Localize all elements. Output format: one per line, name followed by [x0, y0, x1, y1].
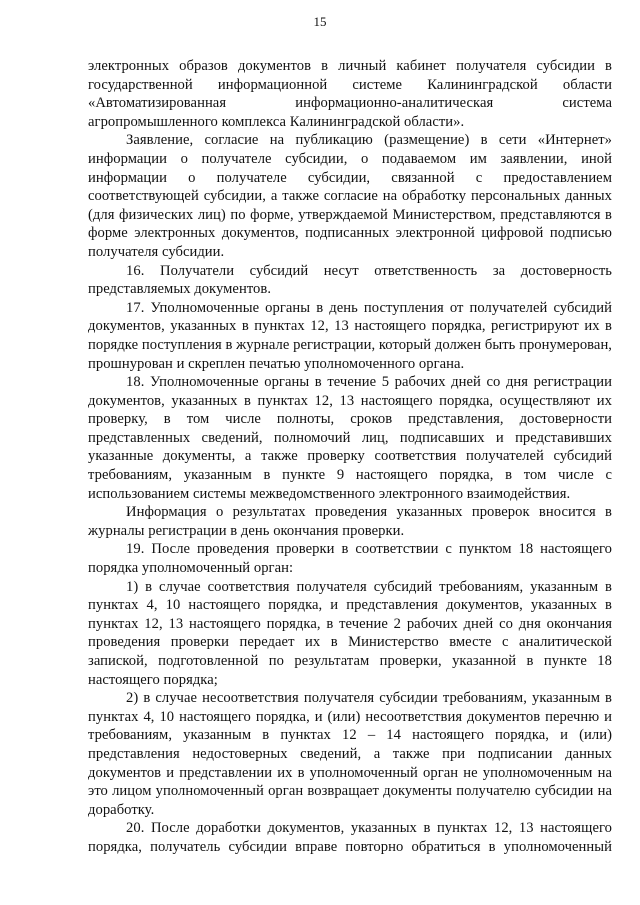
paragraph-item-19-sub-2: 2) в случае несоответствия получателя субсидии требованиям, указанным в пунктах 4, 10 настоящего порядка, и (или) несоответствия документов перечню и требованиям, указанным в пунктах 12 – 14 настоящего порядка, и (или) представления недостоверных сведений, а также при подписании данных документов и представлении их в уполномоченный орган не уполномоченным на это лицом уполномоченный орган возвращает документы получателю субсидии на доработку.: [88, 690, 612, 818]
paragraph-item-19-sub-1: 1) в случае соответствия получателя субсидий требованиям, указанным в пунктах 4, 10 настоящего порядка, и представления документов, указанных в пунктах 12, 13 настоящего порядка, в течение 2 рабочих дней со дня окончания проведения проверки передает их в Министерство вместе с аналитической запиской, подготовленной по результатам проверки, указанной в пункте 18 настоящего порядка;: [88, 578, 612, 688]
paragraph-item-16: 16. Получатели субсидий несут ответственность за достоверность представляемых документов.: [88, 262, 612, 298]
paragraph-application-consent: Заявление, согласие на публикацию (размещение) в сети «Интернет» информации о получателе субсидии, о подаваемом им заявлении, иной информации о получателе субсидии, связанной с предоставлением соответствующей субсидии, а также согласие на обработку персональных данных (для физических лиц) по форме, утверждаемой Министерством, представляются в форме электронных документов, подписанных электронной цифровой подписью получателя субсидии.: [88, 132, 612, 260]
paragraph-item-18: 18. Уполномоченные органы в течение 5 рабочих дней со дня регистрации документов, указанных в пунктах 12, 13 настоящего порядка, осуществляют их проверку, в том числе полноты, сроков представления, достоверности представленных сведений, полномочий лиц, подписавших и представивших указанные документы, а также проверку соответствия получателей субсидий требованиям, указанным в пункте 9 настоящего порядка, в том числе с использованием системы межведомственного электронного взаимодействия.: [88, 374, 612, 502]
paragraph-continuation: электронных образов документов в личный кабинет получателя субсидии в государственной информационной системе Калининградской области «Автоматизированная информационно-аналитическая система агропромышленного комплекса Калининградской области».: [88, 58, 612, 130]
document-body: [88, 57, 612, 857]
paragraph-item-17: 17. Уполномоченные органы в день поступления от получателей субсидий документов, указанных в пунктах 12, 13 настоящего порядка, регистрируют их в порядке поступления в журнале регистрации, который должен быть пронумерован, прошнурован и скреплен печатью уполномоченного органа.: [88, 299, 612, 372]
page-number: 15: [313, 14, 327, 29]
paragraph-item-20: 20. После доработки документов, указанных в пунктах 12, 13 настоящего порядка, получатель субсидии вправе повторно обратиться в уполномоченный: [88, 820, 612, 855]
paragraph-item-19: 19. После проведения проверки в соответствии с пунктом 18 настоящего порядка уполномоченный орган:: [88, 541, 612, 577]
paragraph-check-results: Информация о результатах проведения указанных проверок вносится в журналы регистрации в день окончания проверки.: [88, 504, 612, 539]
